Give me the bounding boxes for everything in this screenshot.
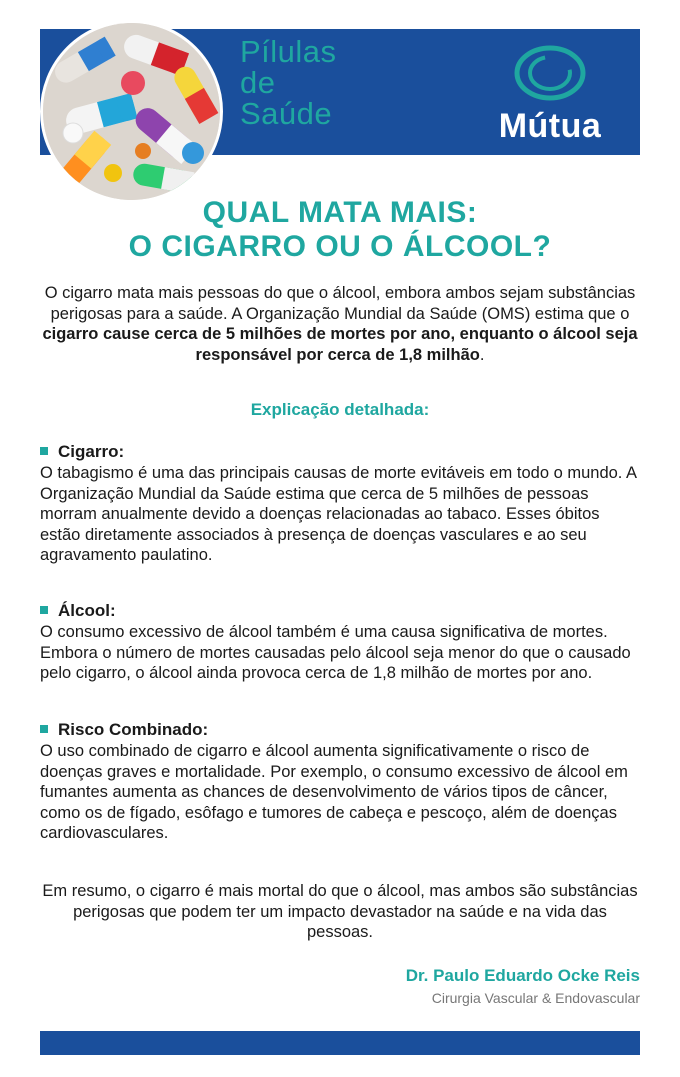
- bullet-icon: [40, 725, 48, 733]
- section-text: O consumo excessivo de álcool também é uma causa significativa de mortes. Embora o número de mortes causadas pelo álcool seja menor do que o causado pelo cigarro, o álcool ainda provoca cerca de 1,8 milhão de mortes por ano.: [40, 623, 631, 682]
- series-title-line: Pílulas: [240, 34, 337, 69]
- author-name: Dr. Paulo Eduardo Ocke Reis: [405, 966, 640, 985]
- footer-banner: [40, 1031, 640, 1055]
- section-risco-combinado: [40, 719, 640, 844]
- intro-end: .: [479, 345, 485, 364]
- mutua-logo-icon: [512, 44, 588, 102]
- intro-paragraph: [40, 283, 640, 365]
- author-role: Cirurgia Vascular & Endovascular: [431, 990, 640, 1006]
- section-text: O uso combinado de cigarro e álcool aumenta significativamente o risco de doenças graves e mortalidade. Por exemplo, o consumo excessivo de álcool em fumantes aumenta as chances de desenvolvimento de vários tipos de câncer, como os de fígado, esôfago e tumores de cabeça e pescoço, além de doenças cardiovasculares.: [40, 742, 628, 842]
- page-title-line: O CIGARRO OU O ÁLCOOL?: [128, 230, 552, 263]
- intro-text: O cigarro mata mais pessoas do que o álcool, embora ambos sejam substâncias perigosas para a saúde. A Organização Mundial da Saúde (OMS) estima que o: [44, 284, 636, 323]
- brand-name: Mútua: [498, 107, 602, 145]
- bullet-icon: [40, 606, 48, 614]
- section-cigarro: [40, 441, 640, 566]
- page-title-line: QUAL MATA MAIS:: [202, 196, 478, 229]
- section-text: O tabagismo é uma das principais causas de morte evitáveis em todo o mundo. A Organização Mundial da Saúde estima que cerca de 5 milhões de pessoas morram anualmente devido a doenças relacionadas ao tabaco. Esses óbitos estão diretamente associados à presença de doenças vasculares e ao seu agravamento paulatino.: [40, 464, 637, 564]
- brand-logo: [470, 44, 630, 154]
- explanation-heading: Explicação detalhada:: [250, 400, 430, 419]
- section-title: Álcool:: [58, 601, 116, 620]
- section-alcool: [40, 600, 640, 684]
- page-title: [0, 196, 680, 264]
- series-title-line: de: [240, 65, 276, 100]
- pills-photo: [40, 20, 223, 203]
- series-title: [240, 36, 400, 129]
- intro-highlight: cigarro cause cerca de 5 milhões de mortes por ano, enquanto o álcool seja responsável por cerca de 1,8 milhão: [42, 325, 638, 364]
- section-title: Cigarro:: [58, 442, 125, 461]
- section-title: Risco Combinado:: [58, 720, 209, 739]
- series-title-line: Saúde: [240, 96, 333, 131]
- summary-paragraph: Em resumo, o cigarro é mais mortal do que o álcool, mas ambos são substâncias perigosas que podem ter um impacto devastador na saúde e na vida das pessoas.: [42, 882, 638, 941]
- bullet-icon: [40, 447, 48, 455]
